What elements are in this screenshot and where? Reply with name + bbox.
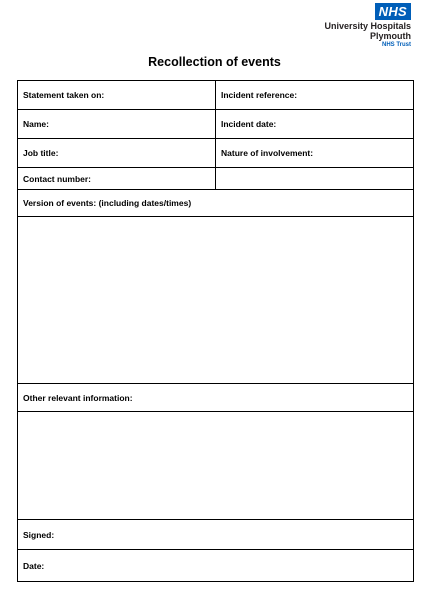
incident-date-field[interactable]: Incident date: <box>216 110 414 139</box>
page-title: Recollection of events <box>148 55 281 69</box>
form-row <box>18 168 414 190</box>
name-field[interactable]: Name: <box>18 110 216 139</box>
form-row <box>18 550 414 582</box>
date-field[interactable]: Date: <box>18 550 414 582</box>
org-name-line2: Plymouth <box>369 31 411 41</box>
signed-field[interactable]: Signed: <box>18 520 414 550</box>
form-row <box>18 81 414 110</box>
nhs-logo <box>291 3 411 49</box>
form-row <box>18 139 414 168</box>
form-row <box>18 412 414 520</box>
statement-taken-on-field[interactable]: Statement taken on: <box>18 81 216 110</box>
form-row <box>18 110 414 139</box>
job-title-field[interactable]: Job title: <box>18 139 216 168</box>
form-row <box>18 384 414 412</box>
empty-cell <box>216 168 414 190</box>
form-row <box>18 190 414 217</box>
other-relevant-information-input-area[interactable] <box>18 412 414 520</box>
nature-of-involvement-field[interactable]: Nature of involvement: <box>216 139 414 168</box>
form-row <box>18 520 414 550</box>
incident-reference-field[interactable]: Incident reference: <box>216 81 414 110</box>
other-relevant-information-label: Other relevant information: <box>18 384 414 412</box>
nhs-badge: NHS <box>375 3 411 20</box>
org-name-line1: University Hospitals <box>324 21 411 31</box>
version-of-events-label: Version of events: (including dates/times) <box>18 190 414 217</box>
form-row <box>18 217 414 384</box>
contact-number-field[interactable]: Contact number: <box>18 168 216 190</box>
statement-form-table <box>17 80 414 582</box>
org-trust-line: NHS Trust <box>381 42 411 48</box>
version-of-events-input-area[interactable] <box>18 217 414 384</box>
